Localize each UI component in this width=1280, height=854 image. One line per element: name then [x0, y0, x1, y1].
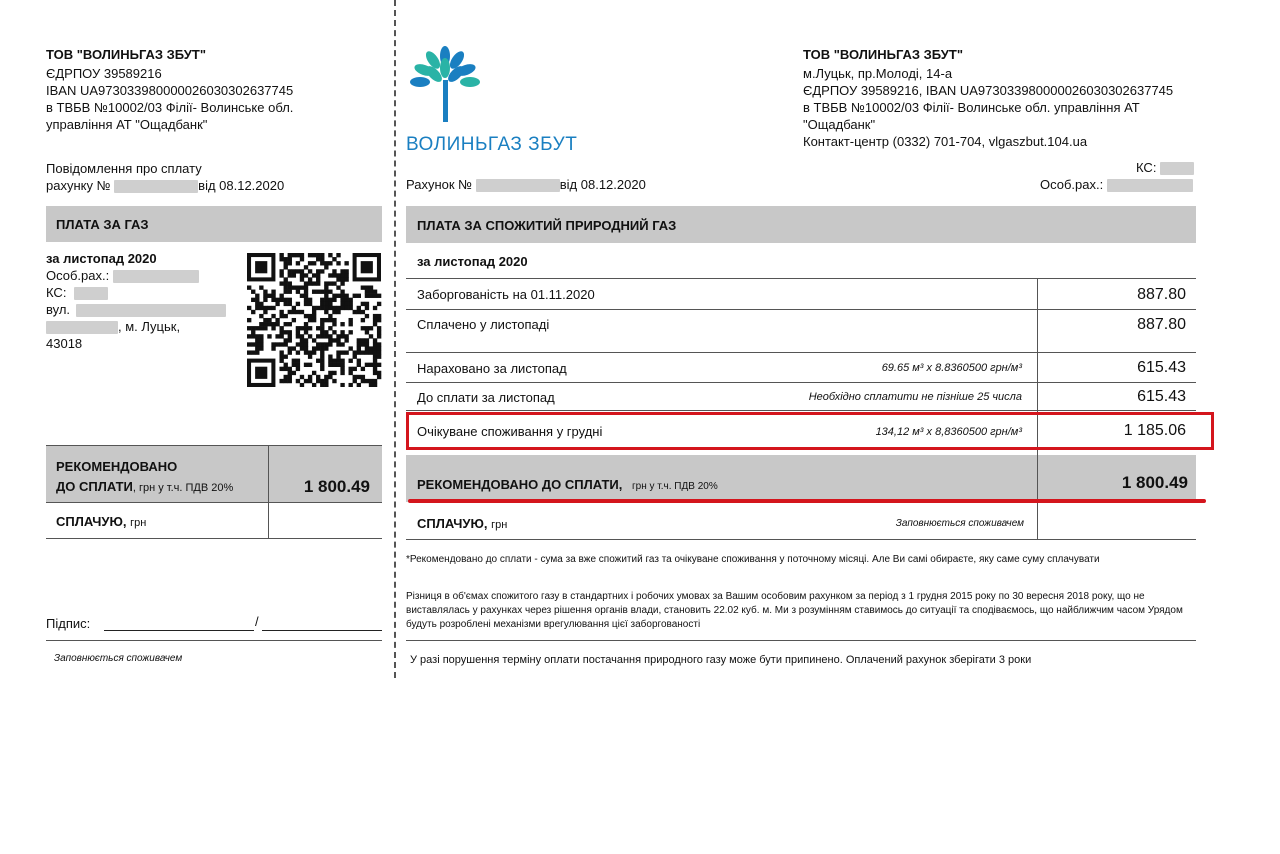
row-line-3: [406, 382, 1196, 383]
sign-line-1[interactable]: [104, 630, 254, 631]
left-recommend-unit: , грн у т.ч. ПДВ 20%: [132, 482, 234, 494]
row-line-4: [406, 410, 1196, 411]
left-recommend-label: [56, 457, 233, 498]
left-street-label: вул.: [46, 302, 71, 317]
right-bottom-line: [406, 640, 1196, 641]
right-contact: Контакт-центр (0332) 701-704, vlgaszbut.104.ua: [803, 134, 1088, 149]
row-due-value: 615.43: [1137, 388, 1186, 405]
right-pay-label: СПЛАЧУЮ,: [417, 516, 488, 531]
left-account-redaction: [113, 270, 199, 283]
right-recommend-unit: грн у т.ч. ПДВ 20%: [632, 481, 718, 492]
left-customer: [46, 250, 226, 352]
left-invoice-prefix: рахунку №: [46, 178, 111, 193]
right-account: [1040, 177, 1193, 192]
right-company-name: ТОВ "ВОЛИНЬГАЗ ЗБУТ": [803, 47, 963, 62]
left-pay-row: [56, 514, 146, 529]
left-bottom-line: [46, 640, 382, 641]
left-recommend-bottom-line: [46, 502, 382, 503]
left-company-name: ТОВ "ВОЛИНЬГАЗ ЗБУТ": [46, 47, 206, 62]
underline-mark: [408, 499, 1206, 503]
right-band-title: ПЛАТА ЗА СПОЖИТИЙ ПРИРОДНИЙ ГАЗ: [417, 218, 677, 233]
logo-text: ВОЛИНЬГАЗ ЗБУТ: [406, 134, 578, 155]
left-recommend-value: 1 800.49: [303, 477, 370, 496]
left-bank-details: [46, 65, 293, 133]
row-accrued-value: 615.43: [1137, 359, 1186, 376]
left-filled-by: Заповнюється споживачем: [54, 653, 183, 664]
right-bank-line2: "Ощадбанк": [803, 117, 876, 132]
left-street-redaction: [76, 304, 226, 317]
right-pay-unit: грн: [491, 519, 508, 531]
qr-code: [244, 253, 384, 387]
left-recommend-line1: РЕКОМЕНДОВАНО: [56, 459, 178, 474]
row-expected-note: 134,12 м³ x 8,8360500 грн/м³: [875, 426, 1022, 438]
highlight-box: [406, 412, 1214, 450]
right-account-redaction: [1107, 179, 1193, 192]
left-period: за листопад 2020: [46, 251, 157, 266]
row-debt-value: 887.80: [1137, 286, 1186, 303]
sign-line-2[interactable]: [262, 630, 382, 631]
left-ks-redaction: [74, 287, 108, 300]
right-invoice-redaction: [476, 179, 560, 192]
left-bank-line2: управління АТ "Ощадбанк": [46, 117, 208, 132]
row-paid-label: Сплачено у листопаді: [417, 317, 550, 332]
row-paid-value: 887.80: [1137, 316, 1186, 333]
row-expected-label: Очікуване споживання у грудні: [417, 424, 603, 439]
row-accrued-label: Нараховано за листопад: [417, 361, 567, 376]
left-city: , м. Луцьк,: [118, 319, 181, 334]
right-bank-line1: в ТВБВ №10002/03 Філії- Волинське обл. управління АТ: [803, 100, 1140, 115]
left-invoice-date: від 08.12.2020: [198, 178, 285, 193]
row-due-note: Необхідно сплатити не пізніше 25 числа: [808, 391, 1022, 403]
company-logo: [406, 46, 496, 132]
left-recommend-line2: ДО СПЛАТИ: [56, 479, 133, 494]
right-recommend-value: 1 800.49: [1121, 473, 1188, 492]
left-pay-unit: грн: [130, 517, 147, 529]
right-period: за листопад 2020: [417, 254, 528, 269]
right-invoice-date: від 08.12.2020: [559, 177, 646, 192]
right-ks: [1136, 160, 1194, 175]
left-street-redaction-2: [46, 321, 118, 334]
left-notice-line1: Повідомлення про сплату: [46, 161, 202, 176]
footnote-2: Різниця в об'ємах спожитого газу в стандартних і робочих умовах за Вашим особовим рахунком за період з 1 грудня 2015 року по 30 вересня 2018 року, що не виставлялась у рахунках через рішення органів влади, становить 22.02 куб. м. Ми з розумінням ставимось до ситуації та сподіваємось, що найближчим часом Урядом будуть розроблені механізми врегулювання цієї заборгованості: [406, 591, 1183, 630]
right-recommend-label: РЕКОМЕНДОВАНО ДО СПЛАТИ,: [417, 477, 623, 492]
sign-slash: /: [255, 614, 259, 629]
left-ks-label: КС:: [46, 285, 67, 300]
footnote-1: *Рекомендовано до сплати - сума за вже спожитий газ та очікуване споживання у поточному місяці. Але Ви самі обираєте, яку саме суму сплачувати: [406, 554, 1100, 565]
right-pay-row: [417, 516, 507, 531]
table-bottom-line: [406, 539, 1196, 540]
right-invoice: [406, 177, 646, 192]
logo-tree-icon: [406, 46, 496, 132]
left-account-label: Особ.рах.:: [46, 268, 110, 283]
right-company-details: [803, 65, 1173, 150]
left-invoice-redaction: [114, 180, 198, 193]
row-debt-label: Заборгованість на 01.11.2020: [417, 287, 595, 302]
right-ks-redaction: [1160, 162, 1194, 175]
left-sign-label: Підпис:: [46, 616, 91, 631]
left-notice: [46, 160, 284, 194]
qr-code-svg: [244, 253, 384, 387]
row-accrued-note: 69.65 м³ x 8.8360500 грн/м³: [881, 362, 1022, 374]
bottom-note: У разі порушення терміну оплати постачання природного газу може бути припинено. Оплачений рахунок зберігати 3 роки: [410, 654, 1032, 666]
right-account-label: Особ.рах.:: [1040, 177, 1104, 192]
left-recommend-divider: [268, 446, 269, 538]
left-pay-bottom-line: [46, 538, 382, 539]
row-line-2: [406, 352, 1196, 353]
row-due-label: До сплати за листопад: [417, 390, 555, 405]
table-top-line: [406, 278, 1196, 279]
right-edrpou-iban: ЄДРПОУ 39589216, IBAN UA973033980000026030302637745: [803, 83, 1174, 98]
right-invoice-prefix: Рахунок №: [406, 177, 473, 192]
right-address: м.Луцьк, пр.Молоді, 14-а: [803, 66, 953, 81]
row-line-1: [406, 309, 1196, 310]
left-band-title: ПЛАТА ЗА ГАЗ: [56, 217, 149, 232]
left-bank-line1: в ТВБВ №10002/03 Філії- Волинське обл.: [46, 100, 294, 115]
right-recommend-row: [417, 477, 718, 492]
row-expected-value: 1 185.06: [1123, 422, 1186, 439]
left-edrpou: ЄДРПОУ 39589216: [46, 66, 162, 81]
left-iban: IBAN UA973033980000026030302637745: [46, 83, 294, 98]
right-filled-by: Заповнюється споживачем: [895, 518, 1024, 529]
left-zip: 43018: [46, 336, 83, 351]
pay-amount-field[interactable]: [1040, 508, 1194, 536]
perforation-line: [394, 0, 396, 678]
left-pay-label: СПЛАЧУЮ,: [56, 514, 127, 529]
right-recommend-divider: [1037, 455, 1038, 502]
right-ks-label: КС:: [1136, 160, 1157, 175]
